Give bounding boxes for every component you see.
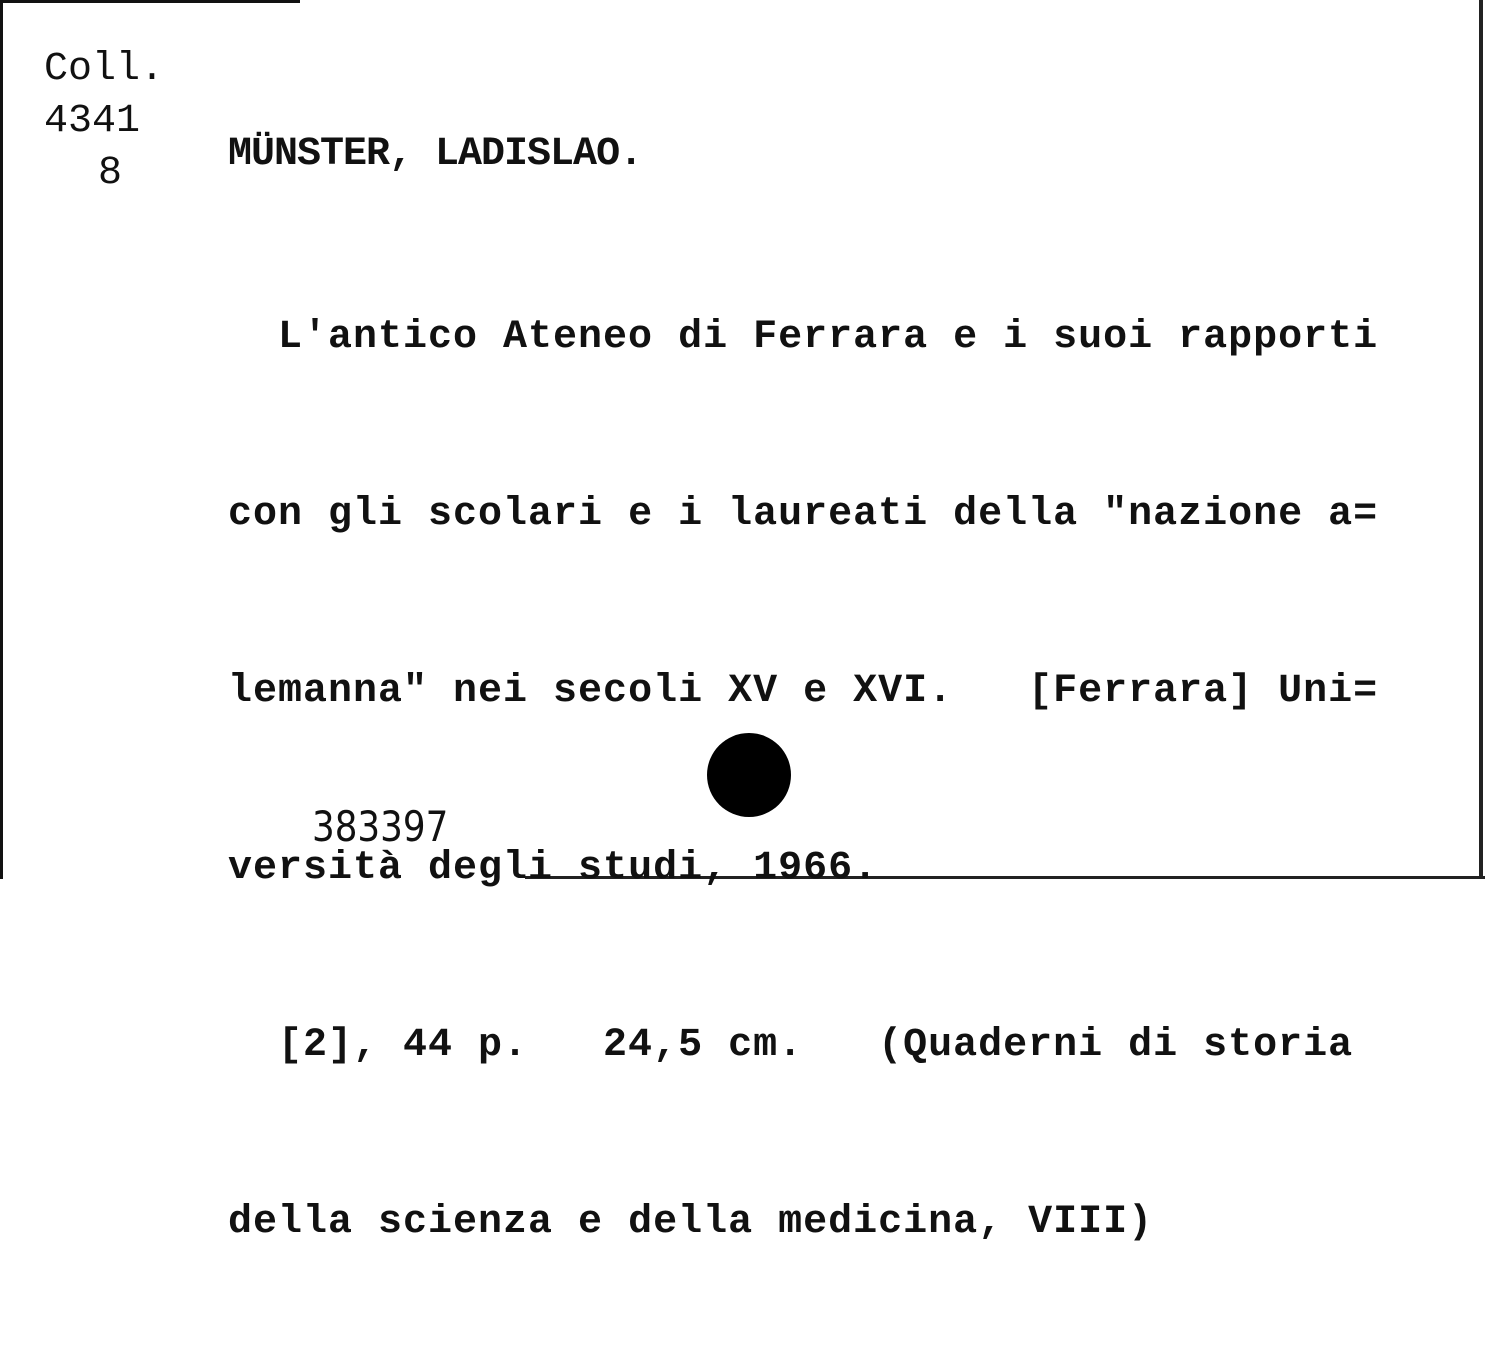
card-edge-top <box>0 0 300 3</box>
bibliographic-description <box>228 190 1378 1370</box>
card-edge-left <box>0 0 3 879</box>
series-line: della scienza e della medicina, VIII) <box>228 1200 1154 1245</box>
collation-line: [2], 44 p. 24,5 cm. (Quaderni di storia <box>278 1023 1354 1068</box>
imprint-line: versità degli studi, 1966. <box>228 846 879 891</box>
punch-hole <box>707 733 791 817</box>
accession-number: 383397 <box>312 802 449 851</box>
card-edge-right <box>1479 0 1483 879</box>
call-number-volume: 8 <box>98 151 123 196</box>
author-heading: MÜNSTER, LADISLAO. <box>228 132 643 177</box>
call-number-class: 4341 <box>44 99 141 144</box>
title-line: L'antico Ateneo di Ferrara e i suoi rapporti <box>278 315 1379 360</box>
title-line: lemanna" nei secoli XV e XVI. [Ferrara] Uni= <box>228 669 1379 714</box>
call-number-collection: Coll. <box>44 47 165 92</box>
call-number <box>44 44 164 200</box>
title-line: con gli scolari e i laureati della "nazione a= <box>228 492 1379 537</box>
